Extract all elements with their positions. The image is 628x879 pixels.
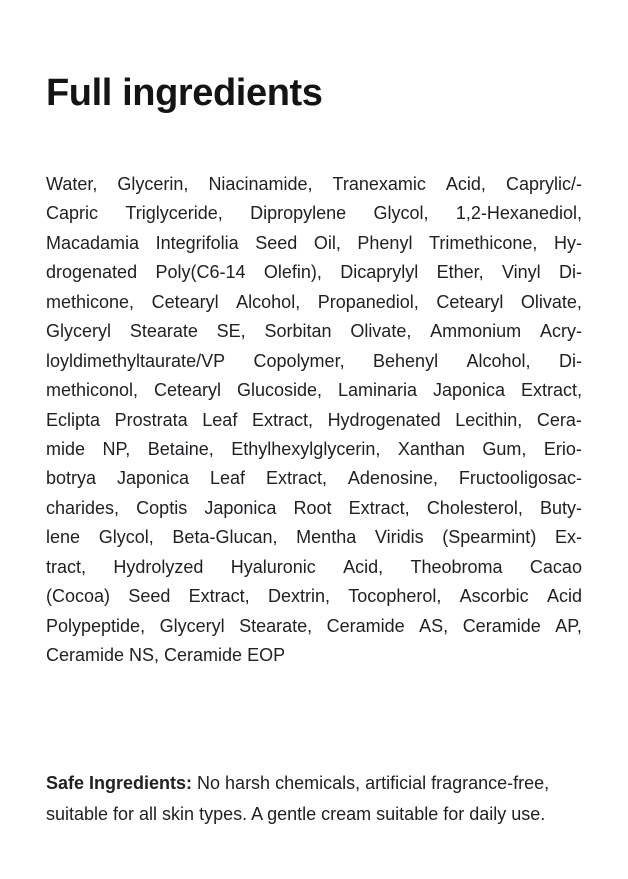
ingredients-line: Capric Triglyceride, Dipropylene Glycol, 1,2-Hexanediol, bbox=[46, 203, 582, 224]
safety-note bbox=[46, 768, 606, 830]
ingredients-line: charides, Coptis Japonica Root Extract, Cholesterol, Buty- bbox=[46, 497, 582, 518]
safety-note-line: suitable for all skin types. A gentle cream suitable for daily use. bbox=[46, 804, 546, 824]
ingredients-line: botrya Japonica Leaf Extract, Adenosine, Fructooligosac- bbox=[46, 468, 582, 489]
ingredients-line: drogenated Poly(C6-14 Olefin), Dicaprylyl Ether, Vinyl Di- bbox=[46, 262, 582, 283]
page-title: Full ingredients bbox=[46, 72, 323, 115]
ingredients-line: methiconol, Cetearyl Glucoside, Laminaria Japonica Extract, bbox=[46, 380, 582, 401]
ingredients-line: Ceramide NS, Ceramide EOP bbox=[46, 645, 286, 665]
safety-note-label: Safe Ingredients: bbox=[46, 773, 193, 793]
safety-note-line bbox=[46, 768, 606, 799]
safety-note-text: No harsh chemicals, artificial fragrance-free, bbox=[192, 773, 550, 793]
ingredients-line: mide NP, Betaine, Ethylhexylglycerin, Xanthan Gum, Erio- bbox=[46, 438, 582, 459]
ingredients-line: methicone, Cetearyl Alcohol, Propanediol, Cetearyl Olivate, bbox=[46, 291, 582, 312]
ingredients-line: Macadamia Integrifolia Seed Oil, Phenyl Trimethicone, Hy- bbox=[46, 232, 582, 253]
ingredients-line: (Cocoa) Seed Extract, Dextrin, Tocopherol, Ascorbic Acid bbox=[46, 586, 582, 607]
ingredients-line: Polypeptide, Glyceryl Stearate, Ceramide AS, Ceramide AP, bbox=[46, 615, 582, 636]
ingredients-line: Glyceryl Stearate SE, Sorbitan Olivate, Ammonium Acry- bbox=[46, 321, 582, 342]
ingredients-line: loyldimethyltaurate/VP Copolymer, Behenyl Alcohol, Di- bbox=[46, 350, 582, 371]
ingredients-paragraph bbox=[46, 170, 582, 670]
ingredients-line: Water, Glycerin, Niacinamide, Tranexamic Acid, Caprylic/- bbox=[46, 174, 582, 194]
ingredients-line: Eclipta Prostrata Leaf Extract, Hydrogenated Lecithin, Cera- bbox=[46, 409, 582, 430]
ingredients-line: lene Glycol, Beta-Glucan, Mentha Viridis (Spearmint) Ex- bbox=[46, 527, 582, 548]
ingredients-line: tract, Hydrolyzed Hyaluronic Acid, Theobroma Cacao bbox=[46, 556, 582, 577]
